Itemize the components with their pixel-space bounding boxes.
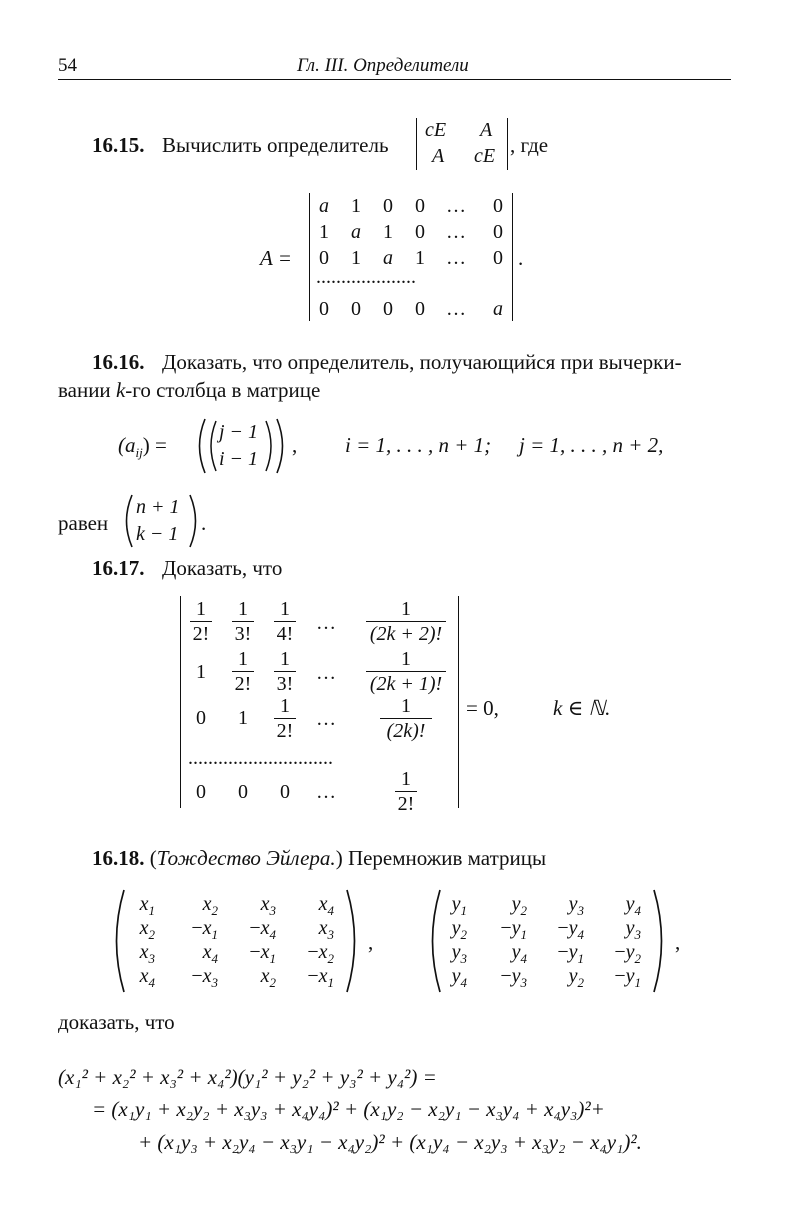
matrix-A-label: A =: [260, 246, 292, 270]
matrix-X-cell: $x_3$: [318, 917, 334, 942]
block-A-21: A: [432, 145, 445, 167]
euler-identity-title: Тождество Эйлера.: [156, 846, 336, 870]
header-rule: [58, 79, 731, 80]
matrix-Y-cell: $-y_3$: [500, 965, 527, 990]
matrix-A-period: .: [518, 246, 524, 270]
det-bar-right: [507, 118, 508, 170]
matrix-X-cell: $-x_1$: [307, 965, 334, 990]
r2-frac-2: 1 2!: [232, 648, 254, 695]
matrix-A-bar-right: [512, 193, 513, 321]
result-top: n + 1: [136, 496, 180, 518]
matrix-Y-cell: $-y_4$: [557, 917, 584, 942]
problem-16-18-number: 16.18.: [92, 846, 145, 870]
block-cE-22: cE: [474, 145, 496, 167]
matrix-X-cell: $x_2$: [139, 917, 155, 942]
page-number: 54: [58, 55, 77, 76]
result-period: .: [201, 511, 207, 535]
matrix-Y-cell: $y_4$: [511, 941, 527, 966]
problem-16-17-text: Доказать, что: [162, 556, 283, 580]
binom-inner-left-paren: [204, 420, 218, 472]
r2-cell-1: 1: [196, 661, 206, 683]
problem-16-15-text: Вычислить определитель: [162, 133, 389, 157]
matrix-Y-cell: $y_2$: [568, 965, 584, 990]
r4-cell-3: 0: [280, 781, 290, 803]
euler-eq-line3: + (x₁y₃ + x₂y₄ − x₃y₁ − x₄y₂)² + (x₁y₄ − x₂y₃ + x₃y₂ − x₄y₁)².: [138, 1130, 642, 1154]
matrix-X-cell: $x_3$: [139, 941, 155, 966]
condition-i: i = 1, . . . , n + 1;: [345, 433, 492, 457]
matrix-Y-comma: ,: [675, 930, 681, 954]
result-bottom: k − 1: [136, 523, 179, 545]
line2-start: вании: [58, 378, 116, 402]
result-left-paren: [120, 494, 134, 548]
problem-16-15-where: , где: [510, 133, 549, 157]
matrix-A-cell: 0: [319, 247, 329, 269]
binom-top: j − 1: [219, 421, 259, 443]
matrix-A-cell: 0: [493, 247, 503, 269]
problem-16-17-number: 16.17.: [92, 556, 145, 580]
det1617-rhs: = 0,: [466, 696, 499, 720]
line2-k: k: [115, 378, 126, 402]
matrix-Y-cell: $-y_1$: [614, 965, 641, 990]
matrix-Y-cell: $y_4$: [451, 965, 467, 990]
problem-16-16-line2: [58, 378, 320, 403]
det1617-bar-right: [458, 596, 459, 808]
r1-frac-1: 1 2!: [190, 598, 212, 645]
matrix-Y-cell: $-y_2$: [614, 941, 641, 966]
matrix-Y-cell: $y_1$: [451, 893, 467, 918]
det1617-bar-left: [180, 596, 181, 808]
matrix-A-cell: 1: [415, 247, 425, 269]
matrix-X-cell: $-x_1$: [191, 917, 218, 942]
matrix-A-cell: 0: [415, 195, 425, 217]
matrix-A-cell: …: [446, 247, 466, 269]
euler-eq-line1: (x₁² + x₂² + x₃² + x₄²)(y₁² + y₂² + y₃² + y₄²) =: [58, 1065, 437, 1089]
binom-comma: ,: [292, 433, 298, 457]
matrix-X-right-paren: [345, 889, 361, 993]
r1-frac-last: 1 (2k + 2)!: [366, 598, 446, 645]
det1617-condition: k ∈ ℕ.: [553, 696, 611, 720]
matrix-X-comma: ,: [368, 930, 374, 954]
r2-frac-last: 1 (2k + 1)!: [366, 648, 446, 695]
title-open: (: [149, 846, 157, 870]
block-A-12: A: [480, 119, 493, 141]
matrix-Y-cell: $y_3$: [625, 917, 641, 942]
matrix-Y-cell: $-y_1$: [557, 941, 584, 966]
matrix-X-cell: $-x_3$: [191, 965, 218, 990]
matrix-X-cell: $x_2$: [260, 965, 276, 990]
r1-frac-3: 1 4!: [274, 598, 296, 645]
matrix-X-cell: $-x_1$: [249, 941, 276, 966]
problem-16-18-text: Перемножив матрицы: [342, 846, 547, 870]
result-right-paren: [188, 494, 202, 548]
r1-ellipsis: …: [316, 612, 336, 634]
problem-16-15-number: 16.15.: [92, 133, 145, 157]
matrix-A-cell: …: [446, 298, 466, 320]
matrix-X-cell: $x_1$: [139, 893, 155, 918]
r4-ellipsis: …: [316, 781, 336, 803]
euler-eq-line2: = (x₁y₁ + x₂y₂ + x₃y₃ + x₄y₄)² + (x₁y₂ − x₂y₁ − x₃y₄ + x₄y₃)²+: [92, 1097, 605, 1121]
matrix-A-cell: 0: [351, 298, 361, 320]
matrix-A-cell: a: [319, 195, 329, 217]
r1-frac-2: 1 3!: [232, 598, 254, 645]
result-word: равен: [58, 511, 109, 535]
aij-eq: ) =: [142, 433, 167, 457]
matrix-A-cell: 0: [493, 195, 503, 217]
r3-cell-2: 1: [238, 707, 248, 729]
matrix-aij-lhs: [118, 433, 167, 461]
matrix-A-cell: 0: [415, 298, 425, 320]
matrix-X-cell: $-x_4$: [249, 917, 276, 942]
title-close: ): [335, 846, 343, 870]
matrix-A-cell: …: [446, 221, 466, 243]
det1617-dots-row: .............................: [188, 747, 333, 769]
matrix-X-cell: $x_4$: [318, 893, 334, 918]
matrix-A-cell: a: [493, 298, 503, 320]
aij-sub: ij: [135, 445, 143, 461]
matrix-X-cell: $x_3$: [260, 893, 276, 918]
r4-frac-last: 1 2!: [395, 768, 417, 815]
matrix-A-cell: a: [351, 221, 361, 243]
matrix-A-cell: 0: [383, 298, 393, 320]
matrix-A-cell: 1: [351, 195, 361, 217]
line2-end: -го столбца в матрице: [125, 378, 321, 402]
matrix-A-cell: a: [383, 247, 393, 269]
matrix-Y-cell: $y_2$: [511, 893, 527, 918]
matrix-Y-cell: $-y_1$: [500, 917, 527, 942]
running-head: Гл. III. Определители: [297, 55, 469, 76]
matrix-A-cell: 1: [319, 221, 329, 243]
matrix-A-cell: 0: [493, 221, 503, 243]
r4-cell-2: 0: [238, 781, 248, 803]
matrix-X-cell: $-x_2$: [307, 941, 334, 966]
r3-cell-1: 0: [196, 707, 206, 729]
matrix-X-cell: $x_4$: [139, 965, 155, 990]
r2-ellipsis: …: [316, 662, 336, 684]
matrix-X-cell: $x_2$: [202, 893, 218, 918]
matrix-Y-cell: $y_4$: [625, 893, 641, 918]
matrix-X-cell: $x_4$: [202, 941, 218, 966]
matrix-A-cell: 1: [383, 221, 393, 243]
r3-frac-3: 1 2!: [274, 695, 296, 742]
matrix-A-cell: 1: [351, 247, 361, 269]
matrix-A-cell: 0: [319, 298, 329, 320]
matrix-Y-cell: $y_2$: [451, 917, 467, 942]
problem-16-18-line: [92, 846, 546, 871]
r3-ellipsis: …: [316, 708, 336, 730]
binom-outer-right-paren: [275, 418, 289, 474]
matrix-A-cell: 0: [415, 221, 425, 243]
matrix-Y-right-paren: [652, 889, 668, 993]
r2-frac-3: 1 3!: [274, 648, 296, 695]
matrix-Y-cell: $y_3$: [451, 941, 467, 966]
matrix-A-cell: …: [446, 195, 466, 217]
problem-16-16-number: 16.16.: [92, 350, 145, 374]
matrix-Y-cell: $y_3$: [568, 893, 584, 918]
r3-frac-last: 1 (2k)!: [380, 695, 432, 742]
matrix-A-dots-row: ....................: [316, 266, 416, 288]
prove-that: доказать, что: [58, 1010, 175, 1034]
block-cE-11: cE: [425, 119, 447, 141]
aij-open: (a: [118, 433, 136, 457]
binom-bottom: i − 1: [219, 448, 259, 470]
matrix-A-bar-left: [309, 193, 310, 321]
r4-cell-1: 0: [196, 781, 206, 803]
condition-j: j = 1, . . . , n + 2,: [519, 433, 664, 457]
matrix-A-cell: 0: [383, 195, 393, 217]
problem-16-16-line1: Доказать, что определитель, получающийся при вычерки-: [162, 350, 682, 374]
det-bar-left: [416, 118, 417, 170]
